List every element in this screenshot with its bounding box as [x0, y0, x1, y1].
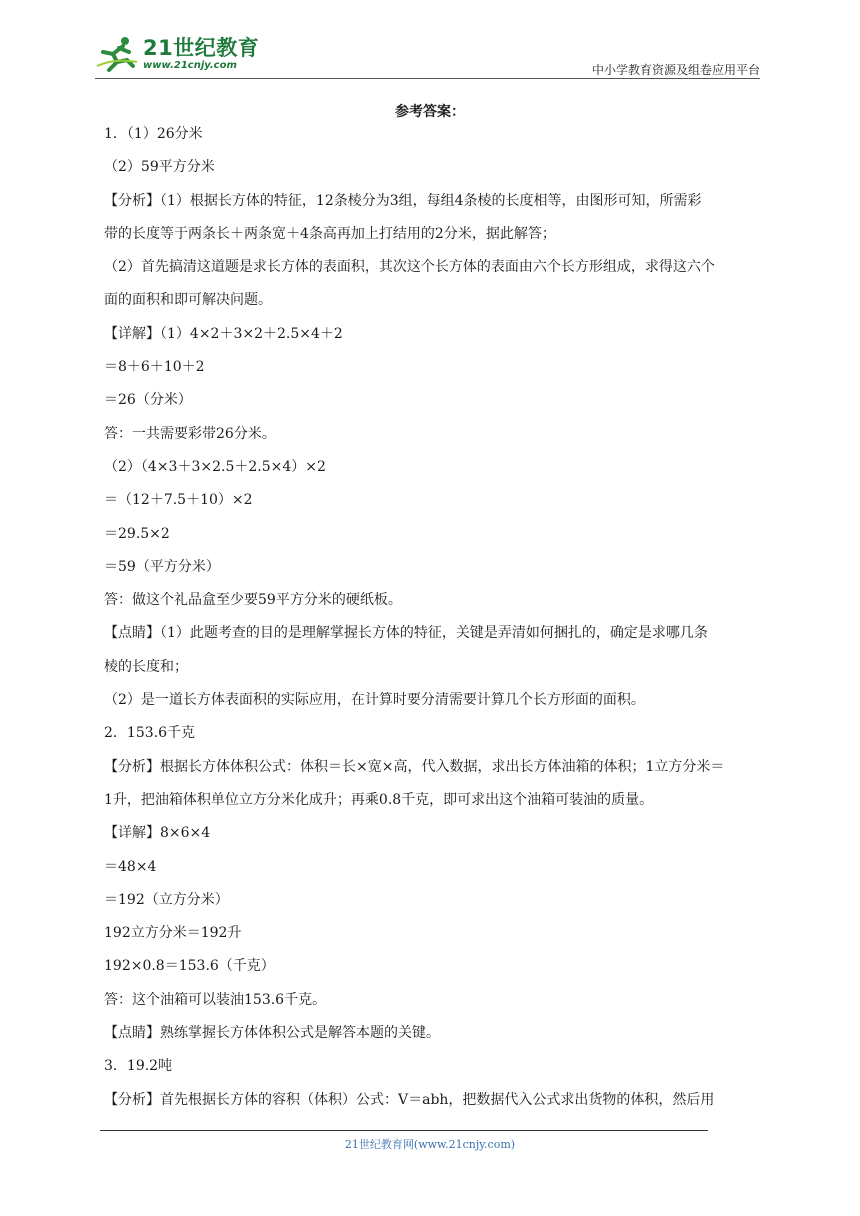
answer-line: ＝29.5×2 [104, 525, 170, 542]
footer-source: 21世纪教育网(www.21cnjy.com) [344, 1138, 516, 1151]
logo-text: 21世纪教育 [143, 36, 260, 60]
logo [95, 32, 265, 76]
answer-line: ＝26（分米） [104, 392, 192, 409]
platform-label: 中小学教育资源及组卷应用平台 [591, 63, 760, 77]
answer-line: 答：一共需要彩带26分米。 [104, 425, 276, 442]
answer-line: （2）首先搞清这道题是求长方体的表面积，其次这个长方体的表面由六个长方形组成，求得这六个 [104, 259, 715, 276]
header-divider [95, 78, 760, 79]
answer-line: 【点睛】熟练掌握长方体体积公式是解答本题的关键。 [104, 1025, 440, 1042]
answer-line: 【分析】首先根据长方体的容积（体积）公式：V＝abh，把数据代入公式求出货物的体积，然后用 [104, 1091, 715, 1108]
answer-line: ＝192（立方分米） [104, 891, 229, 908]
answer-line: 答：做这个礼品盒至少要59平方分米的硬纸板。 [104, 592, 402, 609]
answer-line: 【详解】8×6×4 [104, 825, 211, 842]
answer-line: 3．19.2吨 [104, 1058, 173, 1075]
answer-line: （2）59平方分米 [104, 159, 215, 176]
answer-line: 192立方分米＝192升 [104, 925, 242, 942]
answer-line: 1．（1）26分米 [104, 126, 203, 142]
answer-line: 面的面积和即可解决问题。 [104, 292, 272, 309]
answer-line: 【分析】（1）根据长方体的特征，12条棱分为3组，每组4条棱的长度相等，由图形可知，所需彩 [104, 192, 702, 209]
answer-line: 【点睛】（1）此题考查的目的是理解掌握长方体的特征，关键是弄清如何捆扎的，确定是求哪几条 [104, 625, 708, 642]
runner-logo-icon [95, 36, 139, 72]
answer-line: ＝（12＋7.5＋10）×2 [104, 492, 253, 509]
answer-line: 2．153.6千克 [104, 725, 195, 742]
answer-line: 【分析】根据长方体体积公式：体积＝长×宽×高，代入数据，求出长方体油箱的体积；1立方分米＝ [104, 758, 725, 775]
answer-line: （2）是一道长方体表面积的实际应用，在计算时要分清需要计算几个长方形面的面积。 [104, 692, 645, 709]
answer-line: 1升，把油箱体积单位立方分米化成升；再乘0.8千克，即可求出这个油箱可装油的质量。 [104, 791, 654, 808]
answer-line: 192×0.8＝153.6（千克） [104, 958, 275, 975]
page-header [95, 28, 760, 80]
answer-line: 答：这个油箱可以装油153.6千克。 [104, 991, 327, 1008]
answer-line: 【详解】（1）4×2＋3×2＋2.5×4＋2 [104, 325, 343, 342]
answer-line: ＝48×4 [104, 858, 157, 875]
logo-url: www.21cnjy.com [143, 60, 237, 71]
answer-line: ＝8＋6＋10＋2 [104, 359, 205, 376]
answer-title: 参考答案： [395, 104, 465, 120]
footer-divider [100, 1130, 708, 1131]
answer-line: 带的长度等于两条长＋两条宽＋4条高再加上打结用的2分米，据此解答； [104, 225, 556, 242]
answer-body [104, 124, 762, 1123]
answer-line: 棱的长度和； [104, 658, 188, 675]
answer-line: （2）（4×3＋3×2.5＋2.5×4）×2 [104, 458, 326, 475]
answer-line: ＝59（平方分米） [104, 558, 220, 575]
